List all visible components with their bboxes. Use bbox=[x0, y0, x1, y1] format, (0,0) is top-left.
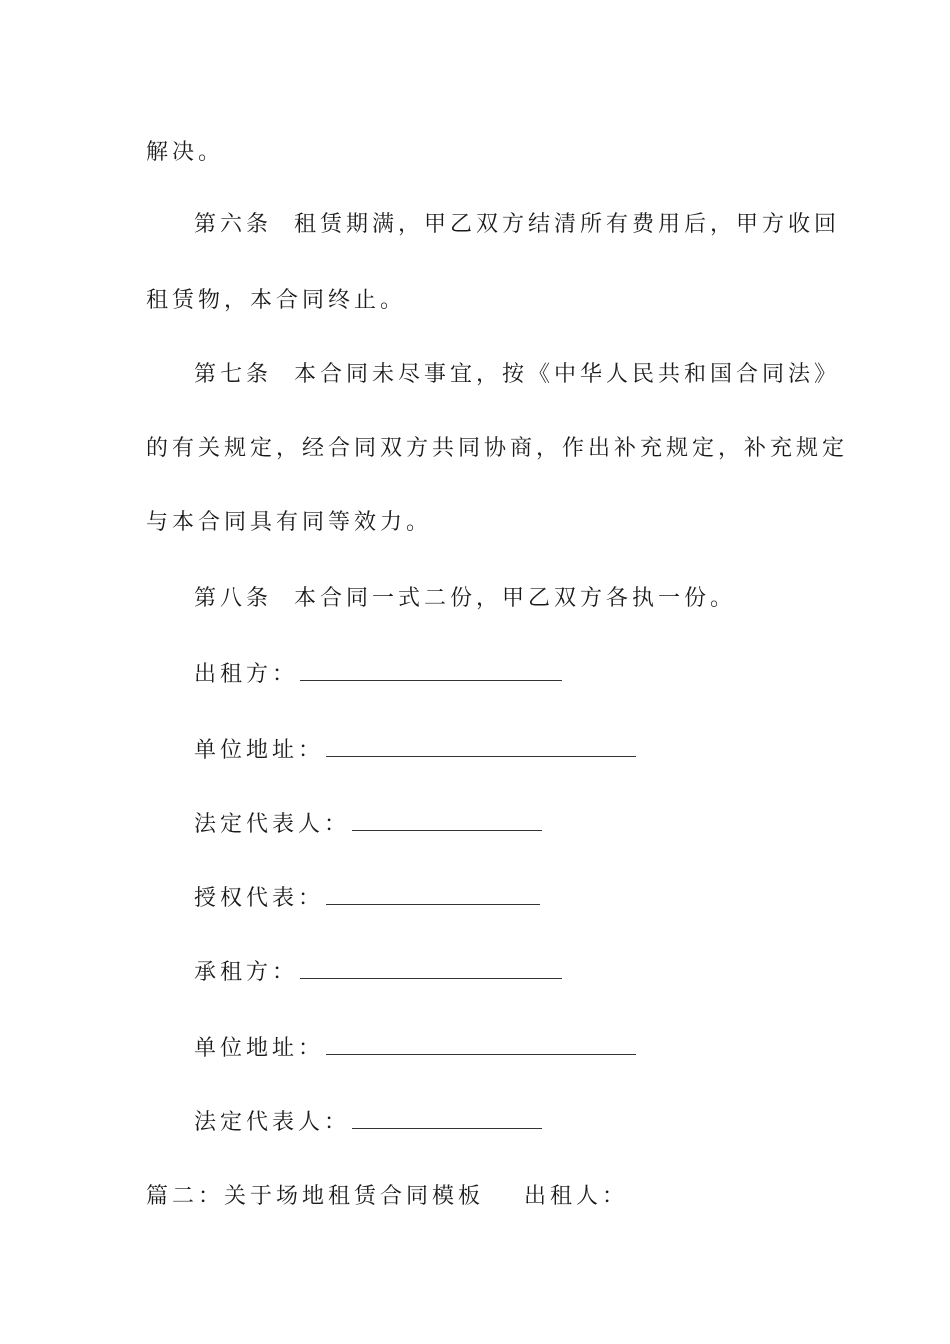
field-label: 法定代表人： bbox=[194, 812, 351, 837]
line-text: 本合同一式二份，甲乙双方各执一份。 bbox=[294, 586, 737, 611]
line-text: 租赁期满，甲乙双方结清所有费用后，甲方收回 bbox=[294, 212, 841, 237]
field-label: 单位地址： bbox=[194, 738, 325, 763]
signature-line bbox=[352, 1106, 542, 1129]
signature-line bbox=[326, 1032, 636, 1055]
lessee-legal-rep-field bbox=[194, 1106, 542, 1138]
line-text: 本合同未尽事宜，按《中华人民共和国合同法》 bbox=[294, 362, 841, 387]
lessee-field bbox=[194, 956, 562, 988]
article-seven-line bbox=[194, 360, 840, 390]
lessor-address-field bbox=[194, 734, 636, 766]
signature-line bbox=[326, 882, 540, 905]
line-text: 的有关规定，经合同双方共同协商，作出补充规定，补充规定 bbox=[146, 436, 849, 461]
signature-line bbox=[300, 658, 562, 681]
lessor-authorized-rep-field bbox=[194, 882, 540, 914]
line-text: 与本合同具有同等效力。 bbox=[146, 510, 433, 535]
paragraph-line bbox=[146, 138, 224, 168]
field-label: 出租方： bbox=[194, 662, 299, 687]
field-label: 授权代表： bbox=[194, 886, 325, 911]
paragraph-line bbox=[146, 434, 848, 464]
lessor-legal-rep-field bbox=[194, 808, 542, 840]
article-six-line bbox=[194, 210, 840, 240]
article-number: 第七条 bbox=[194, 362, 273, 387]
lessee-address-field bbox=[194, 1032, 636, 1064]
field-label: 承租方： bbox=[194, 960, 299, 985]
lessor-field bbox=[194, 658, 562, 690]
article-number: 第六条 bbox=[194, 212, 273, 237]
line-text: 租赁物，本合同终止。 bbox=[146, 288, 407, 313]
article-eight-line bbox=[194, 584, 736, 614]
signature-line bbox=[352, 808, 542, 831]
section-party-label: 出租人： bbox=[524, 1184, 629, 1209]
article-number: 第八条 bbox=[194, 586, 273, 611]
section-title: 篇二：关于场地租赁合同模板 bbox=[146, 1184, 485, 1209]
paragraph-line bbox=[146, 286, 406, 316]
section-heading-line bbox=[146, 1182, 628, 1212]
field-label: 单位地址： bbox=[194, 1036, 325, 1061]
line-text: 解决。 bbox=[146, 140, 225, 165]
signature-line bbox=[326, 734, 636, 757]
paragraph-line bbox=[146, 508, 432, 538]
field-label: 法定代表人： bbox=[194, 1110, 351, 1135]
signature-line bbox=[300, 956, 562, 979]
